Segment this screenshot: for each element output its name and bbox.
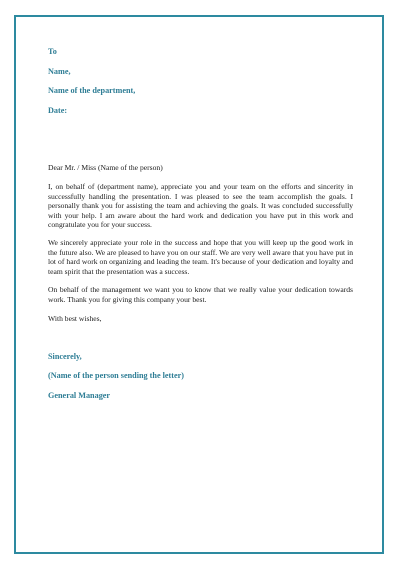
to-label: To (48, 47, 57, 56)
paragraph-1: I, on behalf of (department name), appreciate you and your team on the efforts and sincerity in successfully handling the presentation. I was pleased to see the team accomplish the goals. I personally thank you for assisting the team and achieving the goals. It was concluded successfully with your help. I am aware about the hard work and dedication you have put in this work and congratulate you for your success. (48, 182, 353, 230)
sincerely: Sincerely, (48, 352, 82, 361)
date-field: Date: (48, 106, 68, 115)
paragraph-2: We sincerely appreciate your role in the success and hope that you will keep up the good work in the future also. We are pleased to have you on our staff. We are very well aware that you have put in lot of hard work on organizing and leading the team. It's because of your dedication and loyalty and team spirit that the presentation was a success. (48, 238, 353, 276)
closing-wishes: With best wishes, (48, 314, 102, 323)
paragraph-3: On behalf of the management we want you to know that we really value your dedication towards work. Thank you for giving this company your best. (48, 285, 353, 304)
name-field: Name, (48, 67, 71, 76)
salutation: Dear Mr. / Miss (Name of the person) (48, 163, 163, 172)
sender-name: (Name of the person sending the letter) (48, 371, 184, 380)
department-field: Name of the department, (48, 86, 136, 95)
sender-title: General Manager (48, 391, 111, 400)
